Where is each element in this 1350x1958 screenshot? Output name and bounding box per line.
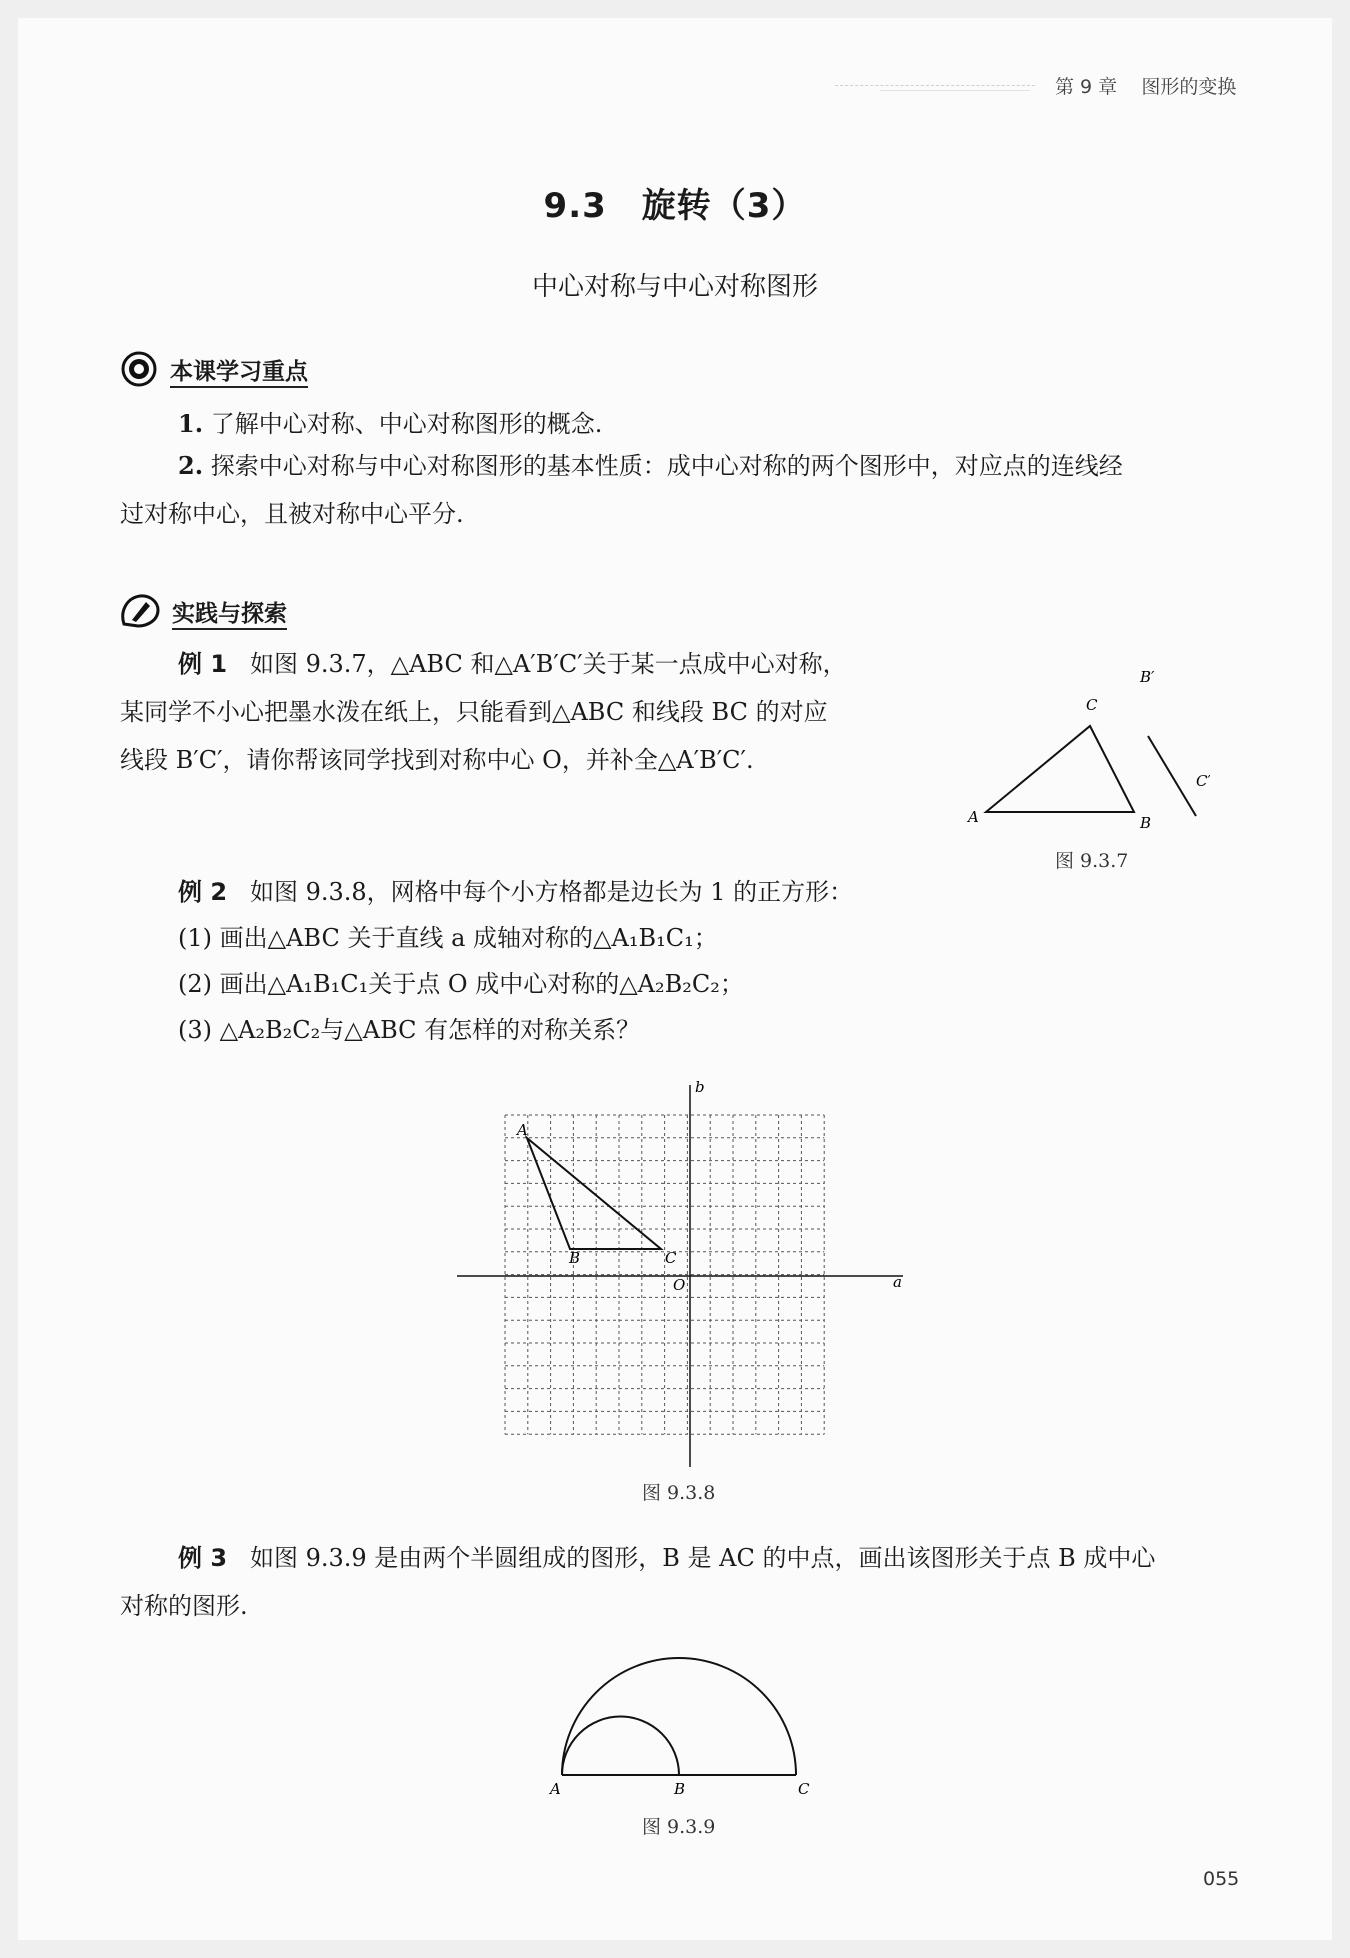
label-a: A bbox=[968, 808, 979, 826]
key-point-2-text: 探索中心对称与中心对称图形的基本性质：成中心对称的两个图形中，对应点的连线经 bbox=[210, 452, 1123, 480]
page-number: 055 bbox=[1203, 1868, 1240, 1890]
example-2-q1: (1) 画出△ABC 关于直线 a 成轴对称的△A₁B₁C₁； bbox=[178, 924, 718, 952]
example-3-line-2: 对称的图形. bbox=[120, 1592, 248, 1620]
key-point-1-text: 了解中心对称、中心对称图形的概念. bbox=[210, 410, 603, 438]
label-c: C bbox=[1086, 696, 1098, 714]
key-point-1-number: 1. bbox=[178, 409, 204, 438]
label-c-prime: C′ bbox=[1196, 772, 1210, 790]
grid-label-b-axis: b bbox=[695, 1078, 705, 1096]
figure-9-3-7 bbox=[950, 660, 1210, 840]
practice-heading bbox=[172, 595, 287, 628]
key-points-heading bbox=[170, 353, 308, 386]
figure-9-3-8-caption: 图 9.3.8 bbox=[642, 1482, 716, 1504]
triangle-abc-grid bbox=[527, 1138, 661, 1249]
label-b-prime: B′ bbox=[1140, 668, 1155, 686]
grid-label-b: B bbox=[569, 1249, 581, 1267]
segment-bpcp bbox=[1148, 736, 1196, 816]
key-point-2-cont: 过对称中心，且被对称中心平分. bbox=[120, 500, 464, 528]
arc-label-c: C bbox=[798, 1780, 810, 1798]
target-icon bbox=[120, 350, 160, 386]
example-3-line-1 bbox=[178, 1534, 1155, 1582]
key-point-2-number: 2. bbox=[178, 451, 204, 480]
running-header bbox=[1055, 72, 1236, 99]
arc-label-a: A bbox=[550, 1780, 561, 1798]
example-1-line-2: 某同学不小心把墨水泼在纸上，只能看到△ABC 和线段 BC 的对应 bbox=[120, 698, 828, 726]
grid-label-a: A bbox=[517, 1121, 528, 1139]
arc-label-b: B bbox=[674, 1780, 686, 1798]
example-2-q3: (3) △A₂B₂C₂与△ABC 有怎样的对称关系？ bbox=[178, 1016, 641, 1044]
example-2-intro bbox=[178, 868, 853, 916]
small-semicircle bbox=[562, 1717, 679, 1775]
example-1-text-1: 如图 9.3.7，△ABC 和△A′B′C′关于某一点成中心对称， bbox=[249, 650, 847, 678]
large-semicircle bbox=[562, 1658, 796, 1775]
figure-9-3-7-caption: 图 9.3.7 bbox=[1055, 850, 1129, 872]
example-1-line-1 bbox=[178, 640, 847, 688]
chapter-number: 第 9 章 bbox=[1055, 76, 1118, 98]
triangle-abc bbox=[986, 726, 1134, 812]
figure-9-3-9-caption: 图 9.3.9 bbox=[642, 1816, 716, 1838]
header-rule-2 bbox=[880, 90, 1030, 91]
key-point-2 bbox=[178, 442, 1258, 490]
figure-9-3-8 bbox=[455, 1075, 915, 1475]
example-1-line-3: 线段 B′C′，请你帮该同学找到对称中心 O，并补全△A′B′C′. bbox=[120, 746, 754, 774]
figure-9-3-9 bbox=[540, 1650, 820, 1810]
hand-pen-icon bbox=[118, 590, 162, 630]
header-rule bbox=[835, 85, 1035, 86]
label-b: B bbox=[1140, 814, 1152, 832]
practice-heading-text: 实践与探索 bbox=[172, 601, 287, 630]
example-2-label: 例 2 bbox=[178, 878, 228, 906]
example-1-label: 例 1 bbox=[178, 650, 228, 678]
grid-label-o: O bbox=[673, 1276, 686, 1294]
grid-label-a-axis: a bbox=[893, 1273, 902, 1291]
section-subtitle: 中心对称与中心对称图形 bbox=[531, 272, 818, 302]
dashed-grid bbox=[505, 1115, 824, 1434]
example-3-label: 例 3 bbox=[178, 1544, 228, 1572]
section-title: 9.3 旋转（3） bbox=[543, 186, 807, 226]
example-2-text: 如图 9.3.8，网格中每个小方格都是边长为 1 的正方形： bbox=[249, 878, 854, 906]
key-point-1 bbox=[178, 400, 1258, 448]
example-2-q2: (2) 画出△A₁B₁C₁关于点 O 成中心对称的△A₂B₂C₂； bbox=[178, 970, 744, 998]
chapter-title: 图形的变换 bbox=[1141, 76, 1237, 98]
key-points-heading-text: 本课学习重点 bbox=[170, 359, 308, 388]
grid-label-c: C bbox=[665, 1249, 677, 1267]
example-3-text-1: 如图 9.3.9 是由两个半圆组成的图形，B 是 AC 的中点，画出该图形关于点 B 成中心 bbox=[249, 1544, 1156, 1572]
